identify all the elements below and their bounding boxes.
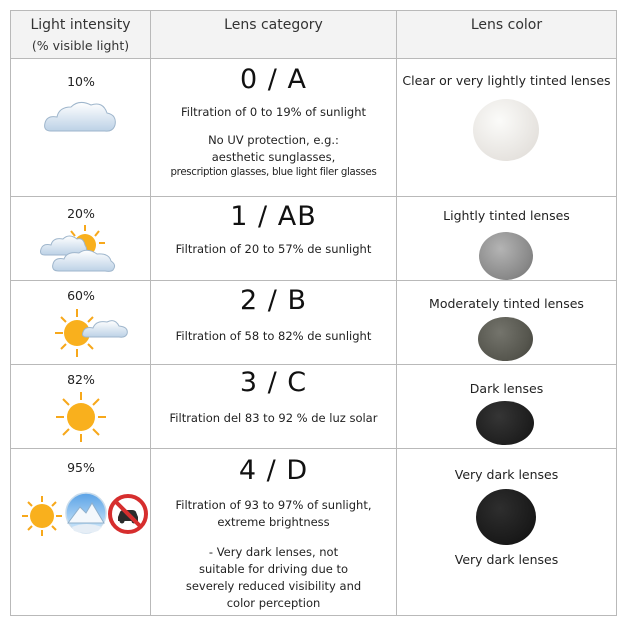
- cloud-icon: [43, 97, 119, 137]
- category-description-line: Filtration of 0 to 19% of sunlight: [180, 105, 367, 119]
- sun-small-cloud-icon: [51, 307, 131, 359]
- category-code: 1 / AB: [230, 201, 317, 232]
- category-cell: [151, 449, 397, 615]
- category-cell: [151, 281, 397, 364]
- category-code: 2 / B: [240, 285, 307, 316]
- no-driving-icon: [107, 493, 149, 535]
- intensity-value: 60%: [67, 288, 95, 303]
- category-description-line: extreme brightness: [217, 515, 330, 529]
- category-code: 3 / C: [239, 367, 308, 398]
- lens-color-label: Clear or very lightly tinted lenses: [402, 73, 611, 88]
- lens-color-label: Very dark lenses: [454, 467, 559, 482]
- lens-swatch: [476, 401, 534, 445]
- header-category-label: Lens category: [224, 17, 323, 33]
- intensity-value: 82%: [67, 372, 95, 387]
- header-cell-category: [151, 11, 397, 58]
- header-intensity-label: Light intensity: [30, 17, 131, 33]
- snowy-mountain-icon: [64, 491, 108, 535]
- category-description-line: - Very dark lenses, not: [208, 545, 339, 559]
- category-cell: [151, 197, 397, 280]
- color-cell: [397, 365, 616, 448]
- color-cell: [397, 197, 616, 280]
- color-cell: [397, 59, 616, 196]
- table-row: [11, 449, 616, 615]
- sun-icon: [55, 391, 107, 443]
- category-code: 4 / D: [238, 455, 309, 486]
- table-row: [11, 281, 616, 365]
- category-code: 0 / A: [240, 64, 307, 95]
- lens-color-label: Lightly tinted lenses: [443, 208, 570, 223]
- category-description-line: Filtration of 20 to 57% de sunlight: [175, 242, 372, 256]
- intensity-cell: [11, 197, 151, 280]
- intensity-value: 95%: [67, 460, 95, 475]
- color-cell: [397, 449, 616, 615]
- intensity-cell: [11, 281, 151, 364]
- intensity-value: 10%: [67, 74, 95, 89]
- intensity-cell: [11, 59, 151, 196]
- lens-swatch: [478, 317, 533, 361]
- category-description-line: severely reduced visibility and: [185, 579, 362, 593]
- sun-behind-clouds-icon: [39, 223, 119, 275]
- table-row: [11, 59, 616, 197]
- category-description-line: Filtration of 58 to 82% de sunlight: [175, 329, 372, 343]
- category-cell: [151, 59, 397, 196]
- category-description-line: suitable for driving due to: [198, 562, 349, 576]
- lens-color-label: Dark lenses: [469, 381, 544, 396]
- category-description-line: prescription glasses, blue light filer glasses: [170, 167, 377, 178]
- lens-color-label-secondary: Very dark lenses: [454, 552, 559, 567]
- category-description-line: Filtration of 93 to 97% of sunlight,: [175, 498, 372, 512]
- header-cell-intensity: [11, 11, 151, 58]
- category-description-line: No UV protection, e.g.:: [208, 133, 339, 147]
- category-description-line: aesthetic sunglasses,: [211, 150, 336, 164]
- table-row: [11, 197, 616, 281]
- lens-swatch: [476, 489, 536, 545]
- intensity-cell: [11, 449, 151, 615]
- lens-swatch: [479, 232, 533, 280]
- lens-category-table: [10, 10, 617, 616]
- header-cell-color: [397, 11, 616, 58]
- category-cell: [151, 365, 397, 448]
- header-color-label: Lens color: [470, 17, 543, 33]
- sun-icon: [21, 495, 63, 537]
- header-row: [11, 11, 616, 59]
- header-intensity-sublabel: (% visible light): [31, 38, 130, 53]
- table-row: [11, 365, 616, 449]
- category-description-line: color perception: [226, 596, 321, 610]
- intensity-cell: [11, 365, 151, 448]
- lens-swatch: [473, 99, 539, 161]
- lens-color-label: Moderately tinted lenses: [429, 296, 584, 311]
- color-cell: [397, 281, 616, 364]
- category-description-line: Filtration del 83 to 92 % de luz solar: [169, 411, 378, 425]
- intensity-value: 20%: [67, 206, 95, 221]
